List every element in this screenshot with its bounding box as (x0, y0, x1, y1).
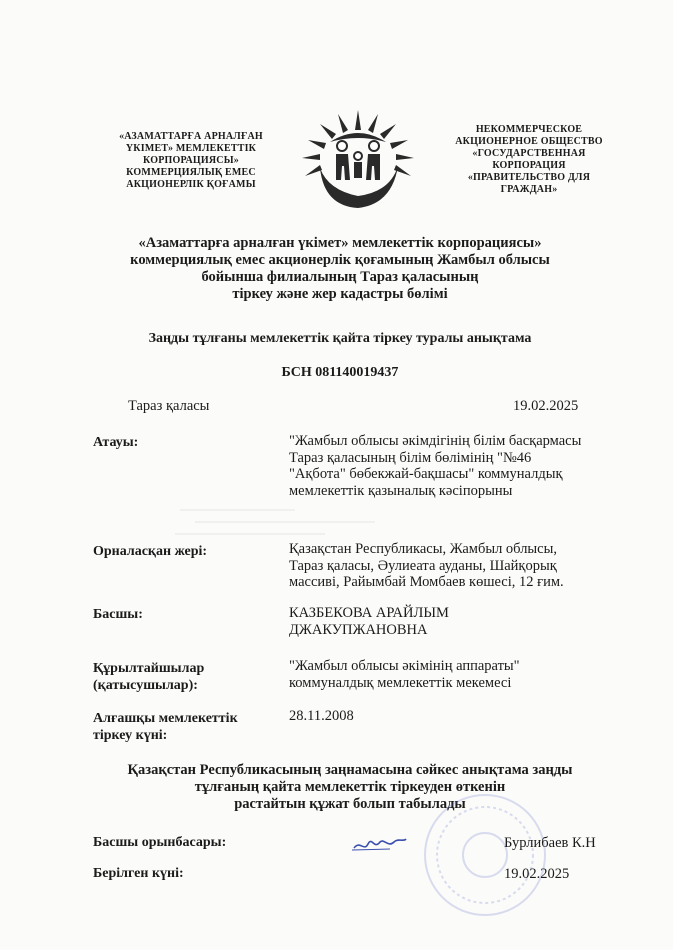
deputy-head-label: Басшы орынбасары: (93, 835, 227, 850)
founders-value (289, 658, 520, 691)
deputy-head-name: Бурлибаев К.Н (504, 835, 596, 851)
name-value-line: Тараз қаласының білім бөлімінің "№46 (289, 449, 532, 466)
issue-city: Тараз қаласы (128, 398, 210, 414)
issued-date-value: 19.02.2025 (504, 866, 570, 882)
header-left-line: ҮКІМЕТ» МЕМЛЕКЕТТІК (125, 143, 257, 154)
header-left-line: КОММЕРЦИЯЛЫҚ ЕМЕС (126, 167, 256, 178)
confirmation-statement (60, 762, 640, 813)
header-left-line: КОРПОРАЦИЯСЫ» (143, 155, 239, 166)
header-right-russian (440, 124, 618, 196)
header-left-line: АКЦИОНЕРЛІК ҚОҒАМЫ (126, 179, 256, 190)
founders-value-line: коммуналдық мемлекеттік мекемесі (289, 674, 512, 691)
founders-value-line: "Жамбыл облысы әкімінің аппараты" (289, 658, 520, 674)
name-value (289, 433, 581, 499)
location-label: Орналасқан жері: (93, 544, 208, 559)
bin-number: БСН 081140019437 (281, 365, 399, 380)
header-left-kazakh (96, 131, 286, 191)
confirmation-line: растайтын құжат болып табылады (234, 796, 466, 812)
location-value (289, 541, 564, 591)
official-seal-stamp (420, 790, 550, 920)
header-right-line: АКЦИОНЕРНОЕ ОБЩЕСТВО (455, 136, 603, 147)
signature-mark (350, 830, 410, 856)
organization-line: бойынша филиалының Тараз қаласының (201, 269, 479, 285)
first-registration-value: 28.11.2008 (289, 708, 354, 724)
head-value-line: ДЖАКУПЖАНОВНА (289, 621, 428, 638)
header-right-line: «ПРАВИТЕЛЬСТВО ДЛЯ (467, 172, 591, 183)
location-value-line: Қазақстан Республикасы, Жамбыл облысы, (289, 541, 557, 557)
organization-line: коммерциялық емес акционерлік қоғамының Жамбыл облысы (130, 252, 550, 268)
location-value-line: Тараз қаласы, Әулиеата ауданы, Шайқорық (289, 557, 557, 574)
head-value-line: КАЗБЕКОВА АРАЙЛЫМ (289, 605, 449, 621)
header-right-line: «ГОСУДАРСТВЕННАЯ (472, 148, 586, 159)
founders-label-line: Құрылтайшылар (93, 661, 205, 676)
header-right-line: НЕКОММЕРЧЕСКОЕ (475, 124, 583, 135)
head-value (289, 605, 449, 638)
name-label: Атауы: (93, 435, 139, 450)
organization-line: «Азаматтарға арналған үкімет» мемлекеттік корпорациясы» (138, 235, 542, 251)
organization-line: тіркеу және жер кадастры бөлімі (232, 286, 448, 302)
header-left-line: «АЗАМАТТАРҒА АРНАЛҒАН (119, 131, 263, 142)
name-value-line: "Жамбыл облысы әкімдігінің білім басқармасы (289, 433, 582, 449)
issuing-organization (60, 235, 620, 303)
header-right-line: КОРПОРАЦИЯ (492, 160, 566, 171)
name-value-line: мемлекеттік қазыналық кәсіпорыны (289, 482, 513, 499)
header-right-line: ГРАЖДАН» (500, 184, 558, 195)
name-value-line: "Ақбота" бөбекжай-бақшасы" коммуналдық (289, 466, 563, 482)
first-registration-label-line: Алғашқы мемлекеттік (93, 711, 238, 726)
issue-date-top: 19.02.2025 (513, 398, 579, 414)
confirmation-line: тұлғаның қайта мемлекеттік тіркеуден өткенін (194, 779, 506, 795)
first-registration-label (93, 710, 238, 744)
document-title: Заңды тұлғаны мемлекеттік қайта тіркеу туралы анықтама (148, 331, 532, 346)
founders-label (93, 660, 204, 694)
first-registration-label-line: тіркеу күні: (93, 728, 168, 743)
head-label: Басшы: (93, 607, 143, 622)
location-value-line: массиві, Райымбай Момбаев көшесі, 12 ғим. (289, 574, 564, 590)
confirmation-line: Қазақстан Республикасының заңнамасына сәйкес анықтама заңды (127, 762, 573, 778)
issued-date-label: Берілген күні: (93, 866, 184, 881)
founders-label-line: (қатысушылар): (93, 678, 198, 693)
family-sun-emblem-icon (300, 108, 416, 210)
